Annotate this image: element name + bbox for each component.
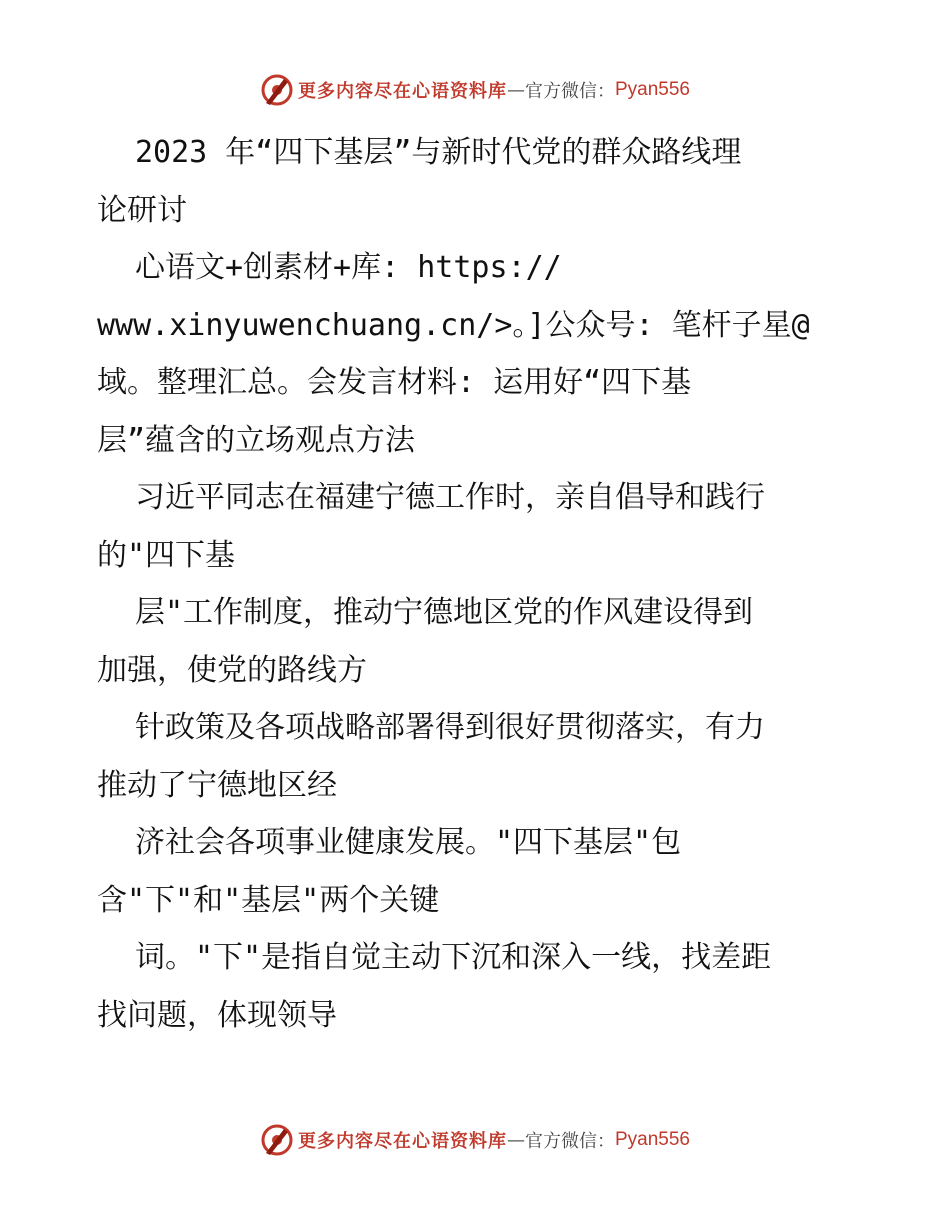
text-line: 层"工作制度，推动宁德地区党的作风建设得到 <box>135 595 754 630</box>
text-line: 词。"下"是指自觉主动下沉和深入一线，找差距 <box>135 940 772 975</box>
text-line: 2023 年“四下基层”与新时代党的群众路线理 <box>135 135 742 170</box>
pen-logo-icon <box>260 1123 294 1157</box>
banner-title: 更多内容尽在心语资料库 <box>297 81 507 102</box>
pen-logo-icon <box>260 73 294 107</box>
text-line: 济社会各项事业健康发展。"四下基层"包 <box>135 825 682 860</box>
text-line: 心语文+创素材+库: https:// <box>135 250 562 285</box>
banner-wechat-id: Pyan556 <box>614 79 690 100</box>
text-line: 论研讨 <box>97 192 187 228</box>
text-line: 找问题，体现领导 <box>97 997 337 1033</box>
text-line: 的"四下基 <box>97 537 236 573</box>
banner-wechat-label: 官方微信： <box>524 81 615 102</box>
text-line: 针政策及各项战略部署得到很好贯彻落实，有力 <box>135 710 765 745</box>
text-line: 推动了宁德地区经 <box>97 767 337 803</box>
text-line: 习近平同志在福建宁德工作时，亲自倡导和践行 <box>135 480 765 515</box>
banner-separator: — <box>506 79 525 101</box>
banner-title: 更多内容尽在心语资料库 <box>297 1131 507 1152</box>
text-line: 含"下"和"基层"两个关键 <box>97 882 440 918</box>
header-banner <box>0 70 950 110</box>
document-body <box>97 124 867 1044</box>
text-line: 域。整理汇总。会发言材料: 运用好“四下基 <box>97 365 692 400</box>
text-line: 层”蕴含的立场观点方法 <box>97 422 416 458</box>
banner-separator: — <box>506 1129 525 1151</box>
text-line: 加强，使党的路线方 <box>97 652 367 688</box>
footer-banner <box>0 1120 950 1160</box>
text-line: www.xinyuwenchuang.cn/>。]公众号: 笔杆子星@ <box>97 307 810 343</box>
banner-wechat-id: Pyan556 <box>614 1129 690 1150</box>
banner-wechat-label: 官方微信： <box>524 1131 615 1152</box>
